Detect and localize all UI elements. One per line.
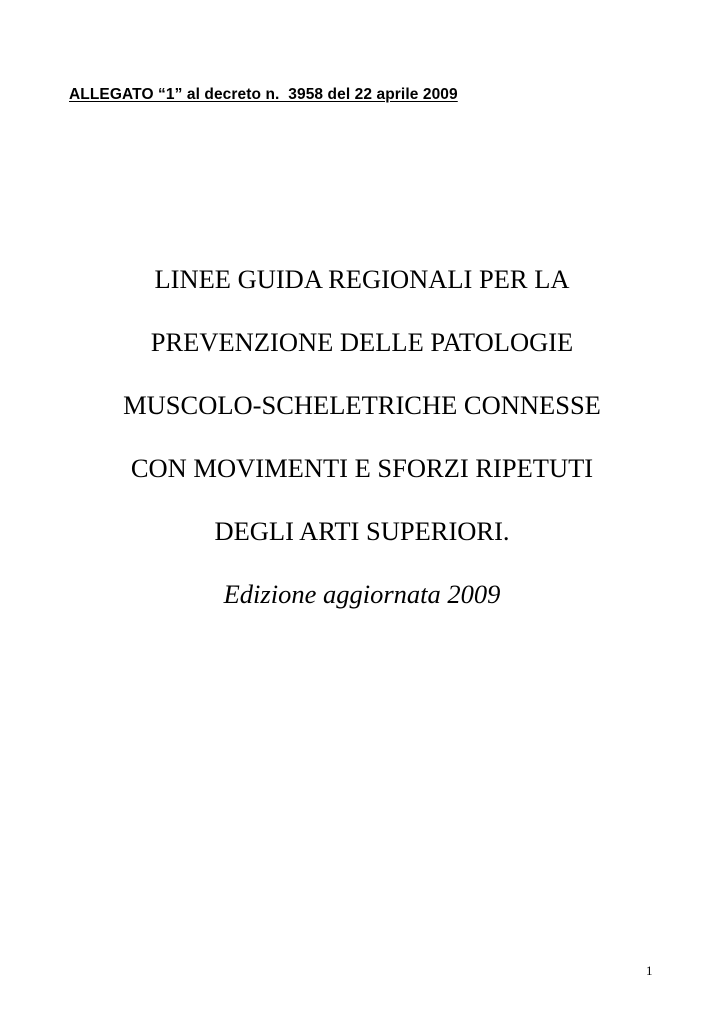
decree-annex-header: ALLEGATO “1” al decreto n. 3958 del 22 aprile 2009	[69, 86, 458, 103]
edition-subtitle: Edizione aggiornata 2009	[223, 579, 501, 609]
document-title	[0, 263, 724, 610]
title-line-2: PREVENZIONE DELLE PATOLOGIE	[150, 327, 574, 357]
title-line-4: CON MOVIMENTI E SFORZI RIPETUTI	[130, 453, 594, 483]
title-line-3: MUSCOLO-SCHELETRICHE CONNESSE	[123, 390, 601, 420]
title-line-1: LINEE GUIDA REGIONALI PER LA	[154, 264, 570, 294]
page-number: 1	[646, 963, 653, 978]
title-line-5: DEGLI ARTI SUPERIORI.	[214, 516, 510, 546]
